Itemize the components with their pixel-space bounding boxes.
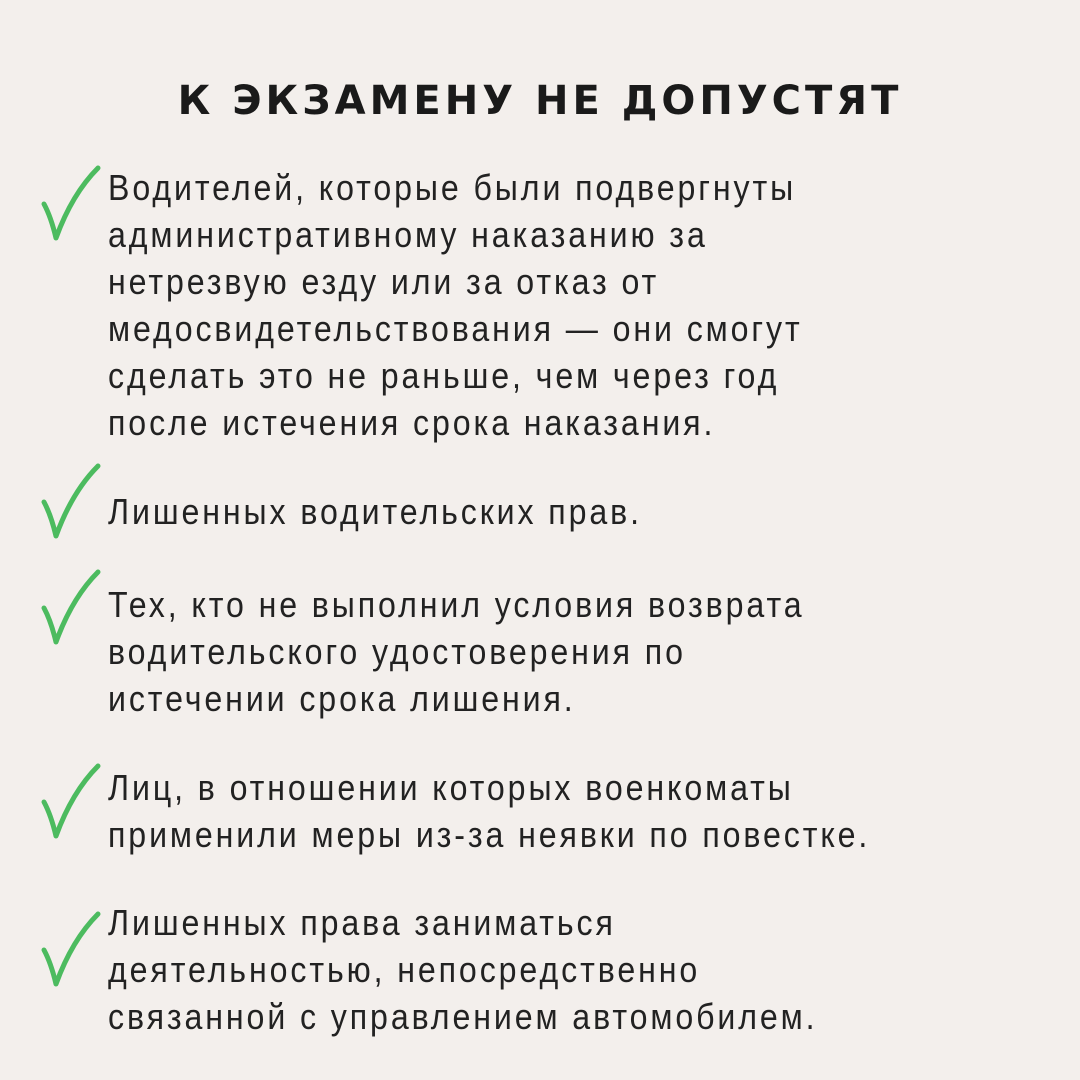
text-line: сделать это не раньше, чем через год bbox=[108, 355, 780, 396]
checkmark-icon bbox=[38, 162, 102, 246]
checkmark-icon bbox=[38, 566, 102, 650]
text-line: Лиц, в отношении которых военкоматы bbox=[108, 767, 794, 808]
checkmark-icon bbox=[38, 460, 102, 544]
list-item-text bbox=[108, 581, 953, 722]
checkmark-icon bbox=[38, 760, 102, 844]
list-item-text bbox=[108, 488, 953, 535]
list-item-text bbox=[108, 899, 953, 1040]
text-line: медосвидетельствования — они смогут bbox=[108, 308, 803, 349]
text-line: после истечения срока наказания. bbox=[108, 402, 716, 443]
list-item-text bbox=[108, 164, 953, 446]
text-line: Лишенных права заниматься bbox=[108, 902, 616, 943]
text-line: Тех, кто не выполнил условия возврата bbox=[108, 584, 805, 625]
text-line: истечении срока лишения. bbox=[108, 678, 576, 719]
checkmark-icon bbox=[38, 908, 102, 992]
text-line: административному наказанию за bbox=[108, 214, 708, 255]
text-line: Водителей, которые были подвергнуты bbox=[108, 167, 797, 208]
text-line: применили меры из-за неявки по повестке. bbox=[108, 814, 871, 855]
text-line: водительского удостоверения по bbox=[108, 631, 686, 672]
text-line: связанной с управлением автомобилем. bbox=[108, 996, 818, 1037]
text-line: деятельностью, непосредственно bbox=[108, 949, 701, 990]
page-title: К ЭКЗАМЕНУ НЕ ДОПУСТЯТ bbox=[177, 78, 903, 124]
text-line: Лишенных водительских прав. bbox=[108, 491, 642, 532]
list-item-text bbox=[108, 764, 953, 858]
text-line: нетрезвую езду или за отказ от bbox=[108, 261, 660, 302]
